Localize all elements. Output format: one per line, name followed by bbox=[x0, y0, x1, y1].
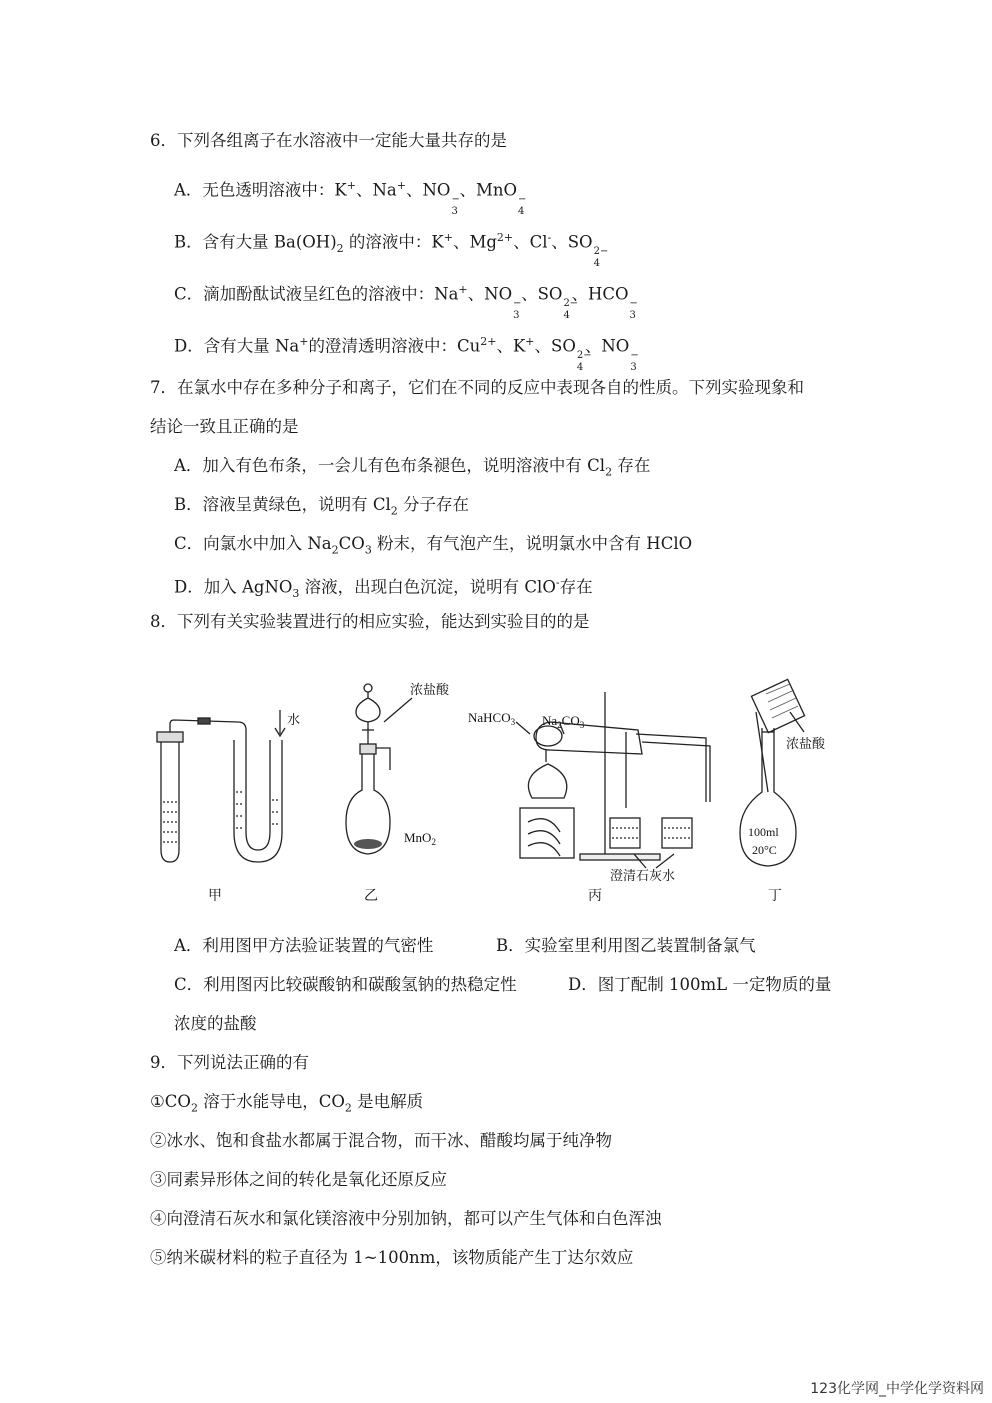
label-conc-hcl-ding: 浓盐酸 bbox=[786, 736, 826, 751]
q7-stem-line1: 7．在氯水中存在多种分子和离子，它们在不同的反应中表现各自的性质。下列实验现象和 bbox=[150, 378, 804, 397]
q9-statement-5: ⑤纳米碳材料的粒子直径为 1~100nm，该物质能产生丁达尔效应 bbox=[150, 1248, 634, 1267]
q8-option-d: D．图丁配制 100mL 一定物质的量 bbox=[568, 975, 832, 994]
q9-stem: 9．下列说法正确的有 bbox=[150, 1053, 309, 1072]
q8-option-b: B．实验室里利用图乙装置制备氯气 bbox=[496, 936, 756, 955]
label-nahco3: NaHCO$_3$ bbox=[468, 710, 516, 727]
q6-option-b: B．含有大量 $Ba(OH)_2$ 的溶液中：K+、$Mg^{2+}$、Cl-、SO 2− 4 bbox=[174, 231, 609, 269]
q9-statement-4: ④向澄清石灰水和氯化镁溶液中分别加钠，都可以产生气体和白色浑浊 bbox=[150, 1209, 662, 1228]
q8-option-d-cont: 浓度的盐酸 bbox=[174, 1014, 257, 1033]
q8-stem: 8．下列有关实验装置进行的相应实验，能达到实验目的的是 bbox=[150, 612, 590, 631]
q7-option-d: D．加入 AgNO$_3$ 溶液，出现白色沉淀，说明有 ClO-存在 bbox=[174, 576, 593, 600]
q8-apparatus-figure bbox=[150, 672, 850, 908]
label-bing: 丙 bbox=[588, 889, 602, 904]
label-jia: 甲 bbox=[208, 889, 222, 904]
label-na2co3: $Na_2CO_3$ bbox=[542, 713, 585, 730]
label-conc-hcl-yi: 浓盐酸 bbox=[410, 682, 450, 697]
q7-option-b: B．溶液呈黄绿色，说明有 $Cl_2$ 分子存在 bbox=[174, 495, 470, 518]
apparatus-yi bbox=[346, 684, 412, 854]
label-volume: 100ml bbox=[748, 825, 779, 839]
q9-statement-2: ②冰水、饱和食盐水都属于混合物，而干冰、醋酸均属于纯净物 bbox=[150, 1131, 612, 1150]
label-water: 水 bbox=[287, 712, 301, 727]
q6-option-c: C．滴加酚酞试液呈红色的溶液中：Na+、NO − 3 、SO 2− 4 、HCO − 3 bbox=[174, 283, 638, 321]
q7-stem-line2: 结论一致且正确的是 bbox=[150, 417, 299, 436]
q7-option-c: C．向氯水中加入 $Na_2CO_3$ 粉末，有气泡产生，说明氯水中含有 HClO bbox=[174, 534, 693, 557]
apparatus-jia bbox=[157, 710, 285, 862]
site-footer-watermark: 123化学网_中学化学资料网 bbox=[810, 1381, 984, 1397]
q9-statement-3: ③同素异形体之间的转化是氧化还原反应 bbox=[150, 1170, 447, 1189]
label-limewater: 澄清石灰水 bbox=[610, 868, 676, 883]
q6-stem: 6．下列各组离子在水溶液中一定能大量共存的是 bbox=[150, 131, 507, 150]
label-mno2: MnO$_2$ bbox=[404, 830, 436, 847]
q9-statement-1: $①CO_2$ 溶于水能导电，$CO_2$ 是电解质 bbox=[150, 1092, 424, 1115]
q8-option-a: A．利用图甲方法验证装置的气密性 bbox=[174, 936, 434, 955]
label-ding: 丁 bbox=[768, 889, 782, 904]
q8-option-c: C．利用图丙比较碳酸钠和碳酸氢钠的热稳定性 bbox=[174, 975, 517, 994]
q6-option-d: D．含有大量 Na+的澄清透明溶液中：$Cu^{2+}$、K+、SO 2− 4 、NO − 3 bbox=[174, 335, 639, 373]
label-yi: 乙 bbox=[364, 889, 378, 904]
label-temperature: 20°C bbox=[752, 843, 777, 857]
q6-option-a: A．无色透明溶液中：K+、Na+、NO − 3 、MnO − 4 bbox=[174, 179, 527, 217]
q7-option-a: A．加入有色布条，一会儿有色布条褪色，说明溶液中有 $Cl_2$ 存在 bbox=[174, 456, 651, 479]
